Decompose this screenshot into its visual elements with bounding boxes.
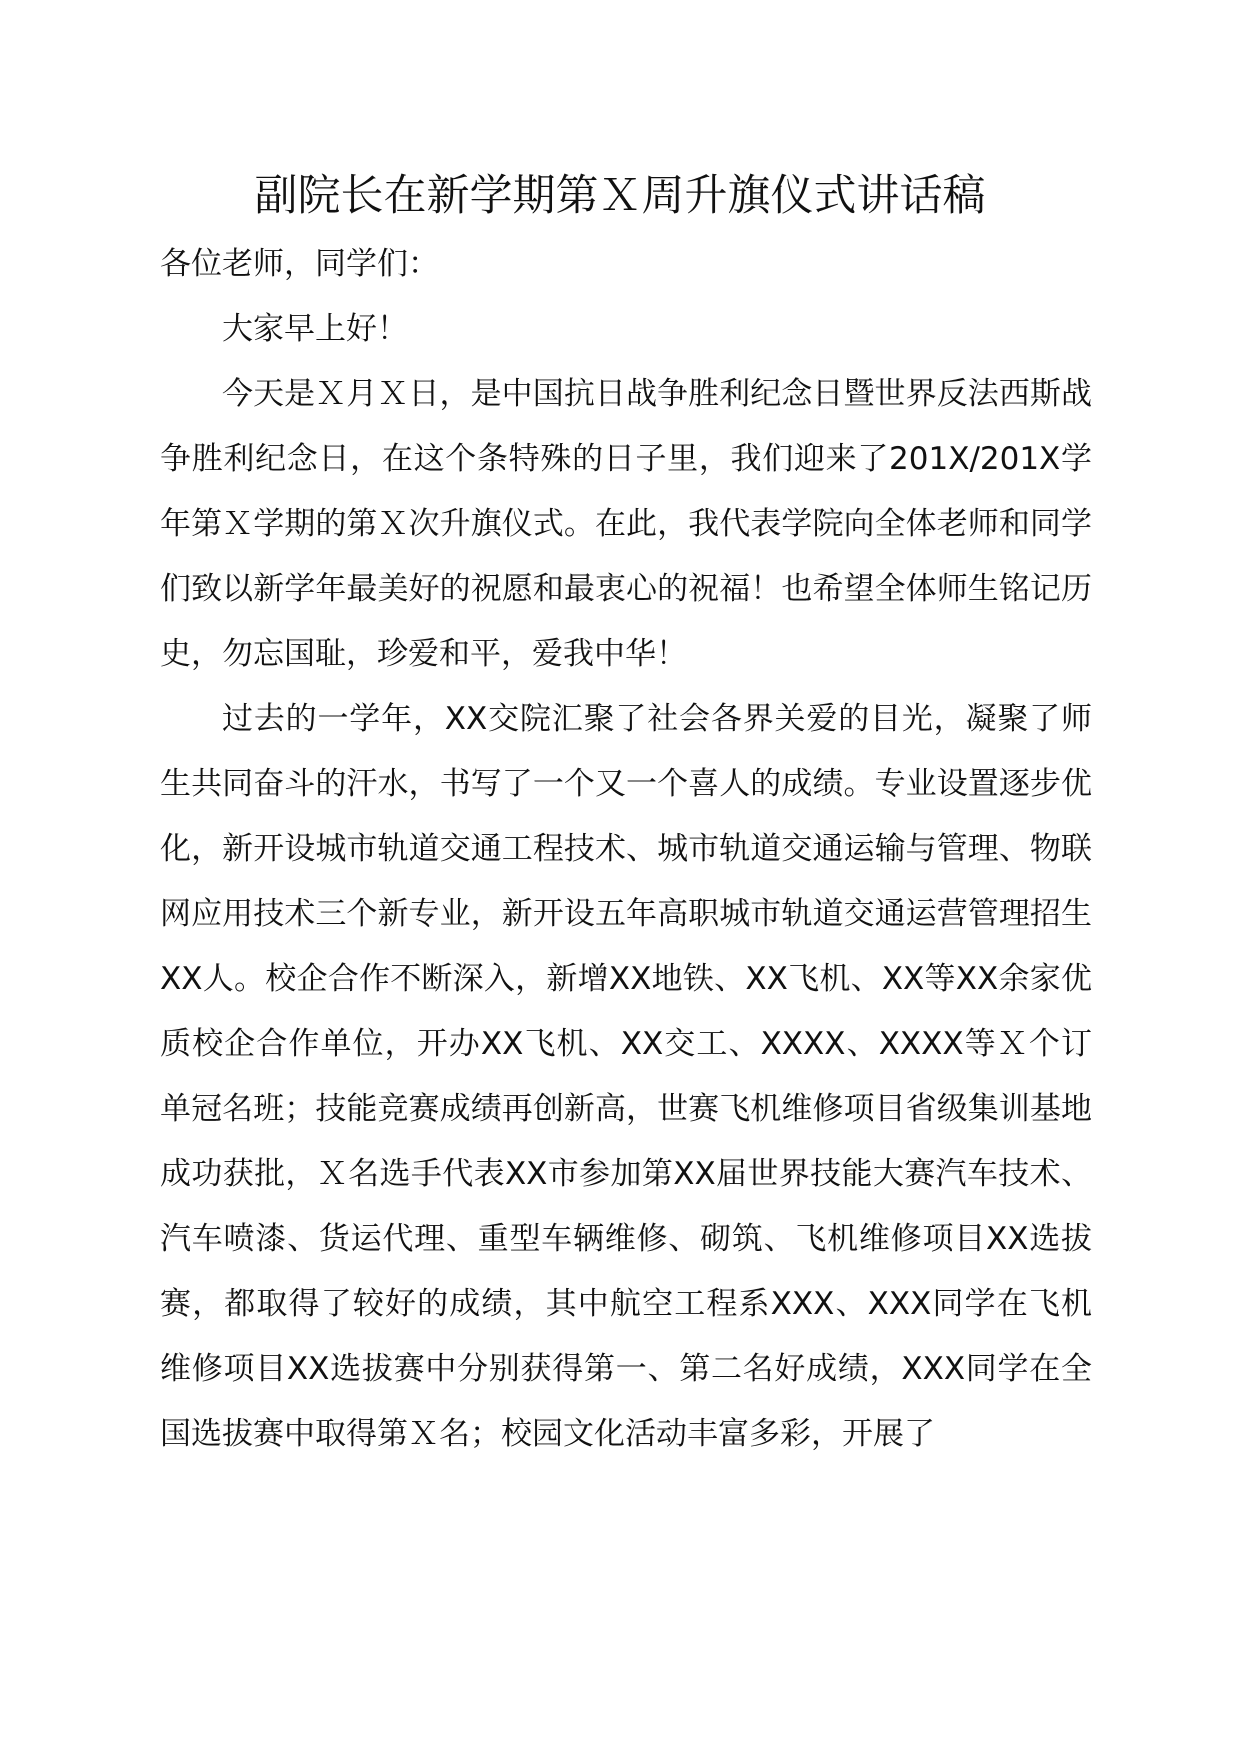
paragraph: 过去的一学年，XX交院汇聚了社会各界关爱的目光，凝聚了师生共同奋斗的汗水，书写了一个又一个喜人的成绩。专业设置逐步优化，新开设城市轨道交通工程技术、城市轨道交通运输与管理、物联网应用技术三个新专业，新开设五年高职城市轨道交通运营管理招生XX人。校企合作不断深入，新增XX地铁、XX飞机、XX等XX余家优质校企合作单位，开办XX飞机、XX交工、XXXX、XXXX等Ｘ个订单冠名班；技能竞赛成绩再创新高，世赛飞机维修项目省级集训基地成功获批，Ｘ名选手代表XX市参加第XX届世界技能大赛汽车技术、汽车喷漆、货运代理、重型车辆维修、砌筑、飞机维修项目XX选拔赛，都取得了较好的成绩，其中航空工程系XXX、XXX同学在飞机维修项目XX选拔赛中分别获得第一、第二名好成绩，XXX同学在全国选拔赛中取得第Ｘ名；校园文化活动丰富多彩，开展了 bbox=[160, 701, 1092, 1452]
document-title: 副院长在新学期第Ｘ周升旗仪式讲话稿 bbox=[254, 171, 986, 221]
document-body bbox=[160, 232, 1092, 1467]
paragraph: 今天是Ｘ月Ｘ日，是中国抗日战争胜利纪念日暨世界反法西斯战争胜利纪念日，在这个条特殊的日子里，我们迎来了201X/201X学年第Ｘ学期的第Ｘ次升旗仪式。在此，我代表学院向全体老师和同学们致以新学年最美好的祝愿和最衷心的祝福！也希望全体师生铭记历史，勿忘国耻，珍爱和平，爱我中华！ bbox=[160, 376, 1092, 672]
greeting: 大家早上好！ bbox=[222, 311, 408, 347]
salutation: 各位老师，同学们： bbox=[160, 246, 439, 282]
